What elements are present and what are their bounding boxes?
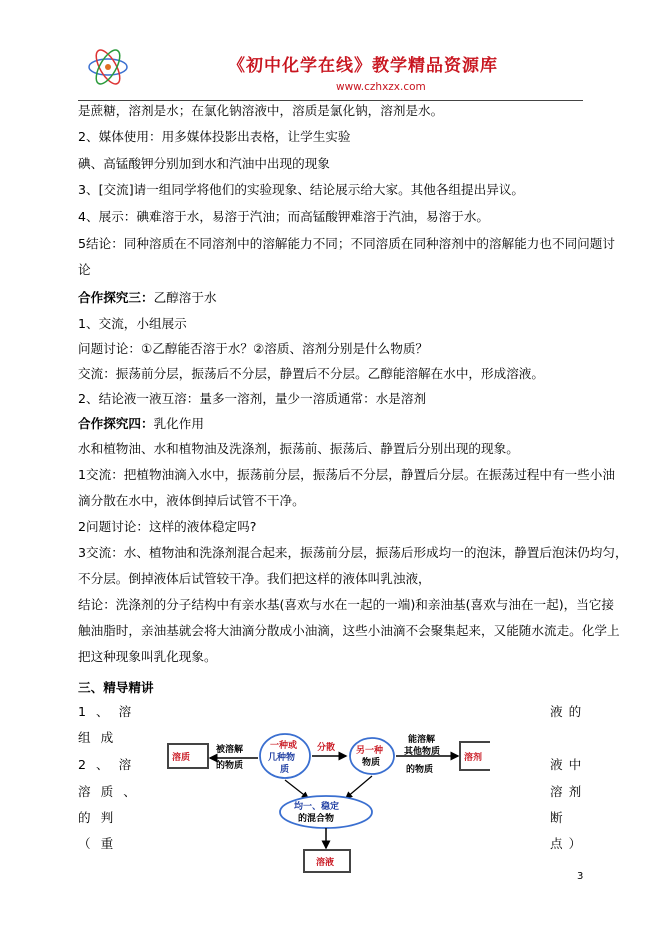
page-header (78, 38, 583, 101)
text-line (78, 209, 489, 225)
substance-label-1: 的物质 (216, 761, 244, 771)
oval-text-bot: 质 (280, 765, 290, 775)
mixture-text-top: 均一、稳定 (294, 802, 340, 812)
text-segment: 是蔗糖，溶剂是水；在氯化钠溶液中，溶质是氯化钠，溶剂是水。 (78, 103, 444, 118)
text-segment: 滴分散在水中，液体倒掉后试管不干净。 (78, 493, 305, 508)
header-title: 《初中化学在线》教学精品资源库 (228, 56, 498, 76)
mixture-text-bot: 的混合物 (298, 814, 335, 824)
text-line (78, 366, 544, 382)
text-segment: 问题讨论：①乙醇能否溶于水？②溶质、溶剂分别是什么物质？ (78, 341, 429, 356)
text-segment: 2、结论液一液互溶：量多一溶剂，量少一溶质通常：水是溶剂 (78, 391, 427, 406)
split-line-left: （重 (78, 836, 124, 851)
split-line-left: 组成 (78, 730, 124, 745)
text-line (78, 649, 217, 665)
disperse-label: 分散 (317, 743, 336, 753)
substance-label-2: 的物质 (406, 765, 434, 775)
page-number: 3 (577, 871, 584, 882)
split-line-right: 液的 (550, 704, 588, 719)
other-substance-label: 其他物质 (404, 747, 441, 757)
text-line (78, 391, 426, 407)
text-line (78, 467, 615, 483)
oval-text-top: 一种或 (270, 741, 298, 751)
header-url: www.czhxzx.com (336, 81, 426, 93)
text-line (78, 441, 519, 457)
text-line (78, 236, 615, 252)
split-line-left: 2、溶 (78, 757, 142, 772)
text-segment: 水和植物油、水和植物油及洗涤剂，振荡前、振荡后、静置后分别出现的现象。 (78, 441, 519, 456)
text-line (78, 156, 330, 172)
text-line (78, 597, 614, 613)
solution-concept-diagram (150, 720, 490, 880)
text-segment: 交流：振荡前分层，振荡后不分层，静置后不分层。乙醇能溶解在水中，形成溶液。 (78, 366, 544, 381)
text-segment: 论 (78, 262, 91, 277)
text-line (78, 341, 428, 357)
oval2-text-top: 另一种 (356, 746, 384, 756)
text-segment: 5结论：同种溶质在不同溶剂中的溶解能力不同；不同溶质在同种溶剂中的溶解能力也不同问题讨 (78, 236, 615, 251)
text-line (78, 571, 431, 587)
text-segment: 3、[交流]请一组同学将他们的实验现象、结论展示给大家。其他各组提出异议。 (78, 182, 525, 197)
text-segment: 1交流：把植物油滴入水中，振荡前分层，振荡后不分层，静置后分层。在振荡过程中有一些小油 (78, 467, 615, 482)
text-line (78, 519, 256, 535)
can-dissolve-label: 能溶解 (408, 735, 436, 745)
text-segment: 合作探究三： (78, 290, 154, 305)
text-line (78, 680, 154, 696)
split-line-right: 液中 (550, 757, 588, 772)
text-segment: 4、展示：碘难溶于水，易溶于汽油；而高锰酸钾难溶于汽油，易溶于水。 (78, 209, 490, 224)
split-line-left: 1、溶 (78, 704, 142, 719)
split-line-right: 溶剂 (550, 784, 588, 799)
dissolved-label: 被溶解 (216, 745, 244, 755)
text-segment: 乙醇溶于水 (153, 290, 217, 305)
text-line (78, 262, 91, 278)
text-line (78, 103, 443, 119)
text-segment: 碘、高锰酸钾分别加到水和汽油中出现的现象 (78, 156, 330, 171)
text-segment: 2问题讨论：这样的液体稳定吗? (78, 519, 257, 534)
atom-logo-icon (86, 44, 130, 90)
oval2-text-bot: 物质 (362, 758, 381, 768)
text-segment: 触油脂时，亲油基就会将大油滴分散成小油滴，这些小油滴不会聚集起来，又能随水流走。化学上 (78, 623, 620, 638)
split-line-right: 点） (550, 836, 588, 851)
text-line (78, 129, 350, 145)
text-segment: 2、媒体使用：用多媒体投影出表格，让学生实验 (78, 129, 351, 144)
text-segment: 乳化作用 (153, 416, 204, 431)
text-line (78, 545, 628, 561)
oval-text-mid: 几种物 (268, 753, 296, 763)
solution-label: 溶液 (316, 858, 335, 868)
split-line-right: 断 (550, 810, 569, 825)
text-segment: 结论：洗涤剂的分子结构中有亲水基(喜欢与水在一起的一端)和亲油基(喜欢与油在一起)，当它接 (78, 597, 614, 612)
text-line (78, 416, 204, 432)
text-line (78, 316, 187, 332)
solvent-label: 溶剂 (464, 753, 483, 763)
text-segment: 不分层。倒掉液体后试管较干净。我们把这样的液体叫乳浊液， (78, 571, 431, 586)
text-line (78, 623, 620, 639)
text-line (78, 493, 305, 509)
split-line-left: 的判 (78, 810, 124, 825)
text-segment: 1、交流，小组展示 (78, 316, 187, 331)
other-substance-oval (350, 738, 394, 774)
split-line-left: 溶质、 (78, 784, 146, 799)
text-line (78, 182, 524, 198)
text-segment: 三、精导精讲 (78, 680, 154, 695)
solute-label: 溶质 (172, 753, 191, 763)
text-segment: 把这种现象叫乳化现象。 (78, 649, 217, 664)
text-line (78, 290, 217, 306)
text-segment: 合作探究四： (78, 416, 154, 431)
text-segment: 3交流：水、植物油和洗涤剂混合起来，振荡前分层，振荡后形成均一的泡沫，静置后泡沫仍均匀， (78, 545, 628, 560)
